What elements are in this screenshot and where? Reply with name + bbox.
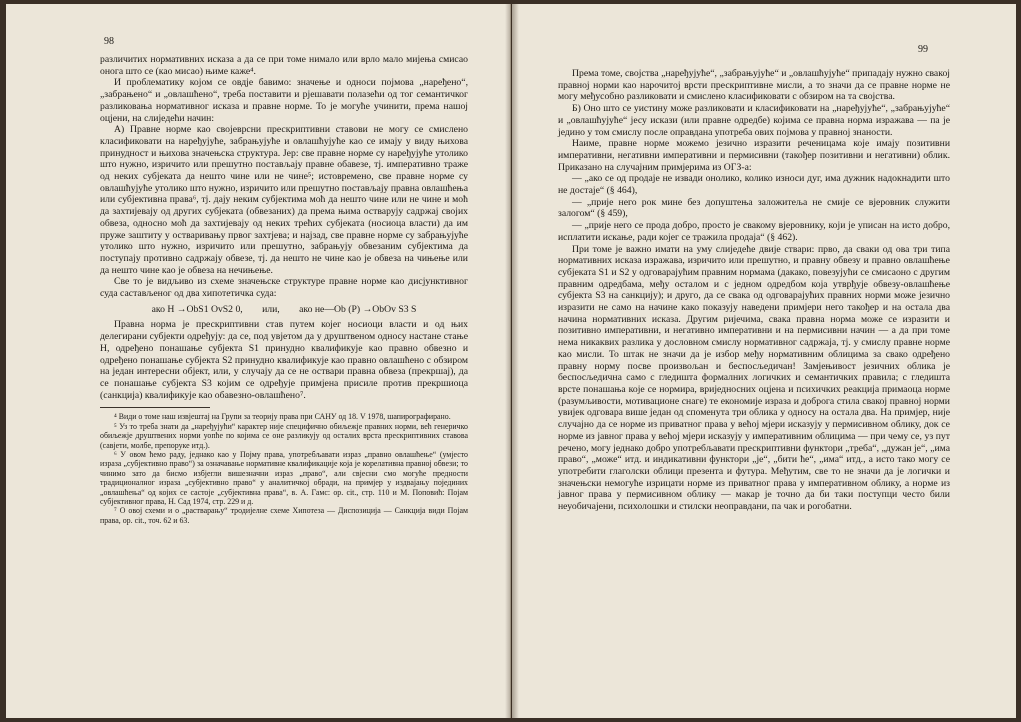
paragraph: — „прије него се прода добро, просто је свакому вјеровнику, који је уписан на исто добро, исплатити искање, ради којег се тражила продаја“ (§ 462).: [558, 220, 950, 243]
book-gutter: [505, 4, 519, 718]
formula-right: ако не—Ob (P) →ObOv S3 S: [299, 303, 417, 315]
footnote: ⁶ У овом ћемо раду, једнако као у Појму права, употребљавати израз „правно овлашћење“ (умјесто израза „субјективно право“) за означавање нормативне квалификације која је корелативна правној обвези; то чинимо зато да бисмо избјегли вишезначни израз „право“, али свјесни смо могуће предности традиционалног израза „субјективно право“ у аналитичкој обради, на примјер у издвајању појединих „овлашћења“ од којих се састоје „субјективна права“, в. А. Гамс: op. cit., стр. 110 и М. Поповић: Појам субјективног права, Н. Сад 1974, стр. 229 и д.: [100, 450, 468, 507]
paragraph: И проблематику којом се овдје бавимо: значење и односи појмова „наређено“, „забрањено“ и „овлашћено“, треба поставити и рјешавати полазећи од тог семантичког разликовања нормативног исказа и правне норме. То је могуће учинити, према нашој оцјени, на слиједећи начин:: [100, 77, 468, 124]
paragraph: Правна норма је прескриптивни став путем којег носиоци власти и од њих делегирани субјекти одређују: да се, под увјетом да у друштвеном односу настане стање H, одређено понашање субјекта S1 принудно квалификује као правно обвезно и одређено понашање субјекта S2 принудно квалификује као правно овлашћено с обзиром на један интересни објект, или, у случају да се не оствари правна обвеза (прекршај), да се понашање субјекта S3 којим се одређује примјена присиле против прекршиоца (санкција) квалификује као обавезно-овлашћено⁷.: [100, 319, 468, 401]
paragraph: Све то је видљиво из схеме значењске структуре правне норме као дисјунктивног суда састављеног од два хипотетичка суда:: [100, 276, 468, 300]
paragraph: — „прије него рок мине без допуштења заложитеља не смије се вјеровник служити залогом“ (§ 459),: [558, 196, 950, 220]
footnote: ⁵ Уз то треба знати да „наређујући“ карактер није специфично обиљежје правних норми, већ генеричко обиљежје друштвених норми уопће по којима се оне разликују од осталих врста прескриптивних ставова (савјети, молбе, препоруке итд.).: [100, 421, 468, 450]
paragraph: Б) Оно што се уистину може разликовати и класификовати на „наређујуће“, „забрањујуће“ и „овлашћујуће“ јесу искази (или правне одредбе) којима се правна норма изражава — па је једино у том смислу после оправдана употреба ових појмова у правној знаности.: [558, 103, 950, 138]
left-page-number: 98: [104, 36, 114, 47]
paragraph: А) Правне норме као својеврсни прескриптивни ставови не могу се смислено класификовати на наређујуће, забрањујуће и овлашћујуће као се имају у виду њихова принудност и њихова значењска структура. Јер: све правне норме су наређујуће утолико што нужно, изричито или прешутно постављају правне обавезе, тј. императивно траже од неких субјеката да нешто чине или не чине⁵; истовремено, све правне норме су овлашћујуће утолико што нужно, изричито или прешутно постављају правна овлашћења или субјективна права⁶, тј. дају неким субјектима моћ да нешто чине или не чине и моћ да захтијевају од других субјеката (обвезаних) да према њима остварују садржај својих обвеза, односно моћ да захтијевају од неких трећих субјеката (носиоца власти) да им пруже заштиту у остваривању првог захтјева; и најзад, све правне норме су забрањујуће утолико што нужно, изричито или прешутно, забрањују обвезаним субјектима да поступају противно садржају обвезе, тј. да нешто не чине као је обвеза на чињење или да нешто чине као је обвеза на нечињење.: [100, 124, 468, 276]
formula-or: или,: [262, 303, 280, 315]
paragraph: При томе је важно имати на уму слиједеће двије ствари: прво, да сваки од ова три типа нормативних исказа изражава, изричито или прешутно, и правну обвезу и правно овлашћење субјеката S1 и S2 у одговарајућим правним нормама (дакако, повезујући се смисаоно с другим правним одредбама, међу осталом и с једном одредбом која утврђује обвезу-овлашћење субјекта S3 на санкцију); и друго, да се свака од одговарајућих правних норми може језично изразити не само на начине како показују наведени примјери него такођер и на остала два начина нормативних исказа. Другим ријечима, свака правна норма може се изразити и позитивно императивни, и негативно императивни и на пермисивни начин — а да при томе нема никаквих разлика у дословном смислу нормативног садржаја, тј. у смислу правне норме као мисли. То штак не значи да је избор међу нормативним облицима за свако одређено правну норму посве произвољан и беспосљедичан! Замјењивост језичних облика је беспосљедична само с гледишта формалних логичких и семантичких правила; с гледишта врсте понашања које се нормира, вриједносних оцјена и психичких реакција примаоца норме (разумљивости, мотивационе снаге) те економије израза и доброга стила свакој правној норми увијек одговара више један од споменута три облика у односу на остала два. На примјер, није случајно да се норме из приватног права у већој мјери исказују у пермисивном облику, док се норме из јавног права у већој мјери исказују у императивним облицима — при чему се, уз пут речено, могу једнако добро употребљавати прескриптивни функтори „треба“, „дужан је“, „има право“, „може“ итд. и индикативни функтори „је“, „бити ће“, „има“ итд., а исто тако могу се употребити глаголски облици презента и футура. Међутим, све то не значи да је логички и значењски немогуће изрицати норме из приватног права у императивном облику, а норме из јавног права у пермисивном облику — макар је точно да би таки поступци често били неуобичајени, психолошки и стилски неоправдани, па чак и рогобатни.: [558, 243, 950, 513]
right-page-text: [558, 68, 950, 513]
right-page-number: 99: [918, 44, 928, 55]
footnote-rule: [100, 407, 210, 408]
footnote: ⁷ О овој схеми и о „растварању“ тродијелне схеме Хипотеза — Диспозиција — Санкција види Појам права, op. cit., точ. 62 и 63.: [100, 506, 468, 525]
paragraph: — „ако се од продаје не извади онолико, колико износи дуг, има дужник надокнадити што не достаје“ (§ 464),: [558, 173, 950, 197]
paragraph: Наиме, правне норме можемо језично изразити реченицама које имају позитивни императивни, негативни императивни и пермисивни (такођер позитивни и негативни) облик. Приказано на случајним примјерима из ОГЗ-а:: [558, 138, 950, 173]
norm-formula: [100, 304, 468, 316]
footnote: ⁴ Види о томе наш извјештај на Групи за теорију права при САНУ од 18. V 1978, шапирографирано.: [114, 412, 451, 422]
left-page-text: [100, 54, 468, 525]
paragraph: различитих нормативних исказа а да се при томе нимало или врло мало мијења смисао онога што се (као мисао) њиме каже⁴.: [100, 54, 468, 77]
formula-left: ако H →ObS1 OvS2 0,: [151, 303, 243, 315]
paragraph: Према томе, својства „наређујуће“, „забрањујуће“ и „овлашћујуће“ припадају нужно свакој правној норми као нарочитој врсти прескриптивне мисли, а то значи да се правне норме не могу међусобно разликовати и смислено класификовати с обзиром на та својства.: [558, 68, 950, 103]
